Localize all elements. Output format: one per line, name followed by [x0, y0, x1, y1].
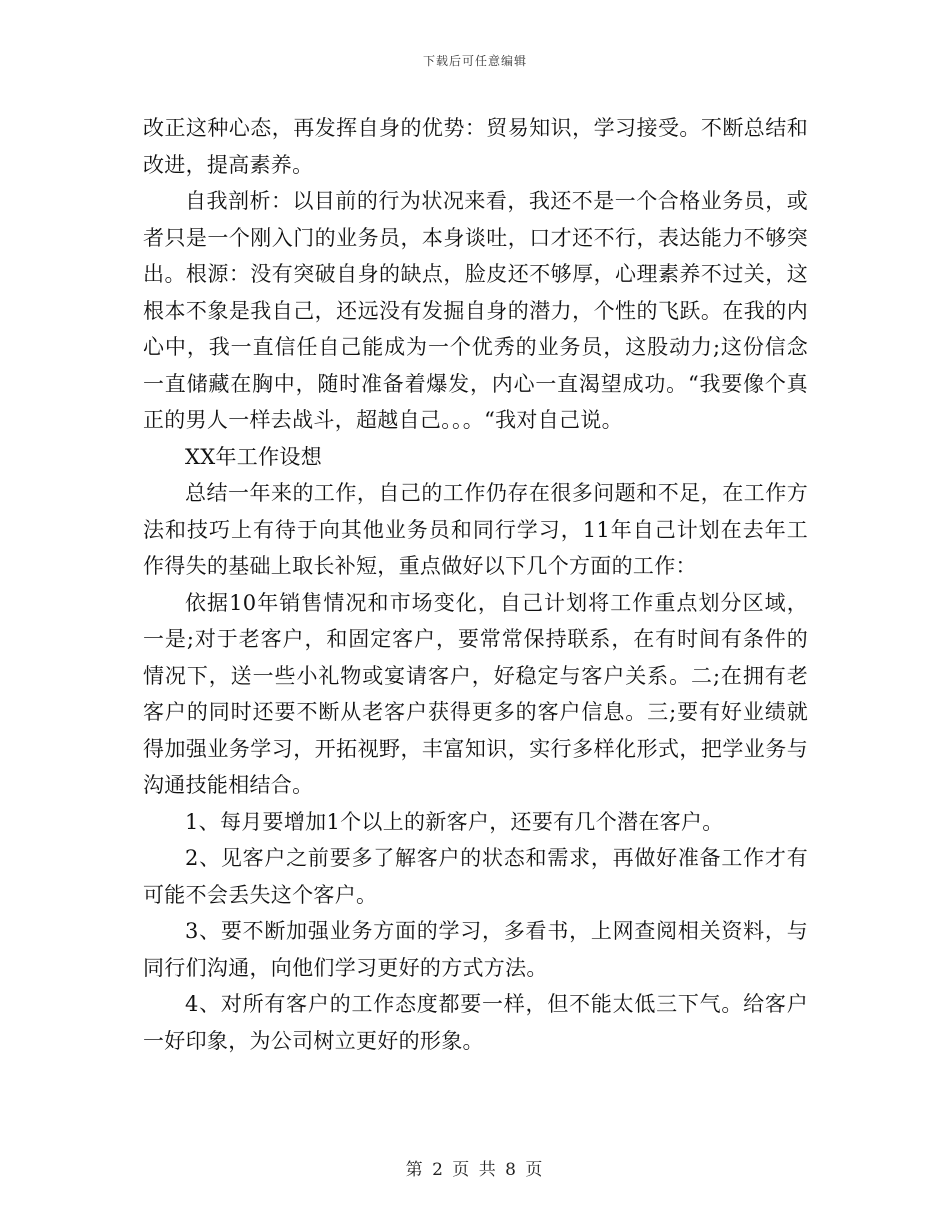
paragraph-regional-plan: 依据10年销售情况和市场变化，自己计划将工作重点划分区域，一是;对于老客户，和固定客户，要常常保持联系，在有时间有条件的情况下，送一些小礼物或宴请客户，好稳定与客户关系。二;在拥有老客户的同时还要不断从老客户获得更多的客户信息。三;要有好业绩就得加强业务学习，开拓视野，丰富知识，实行多样化形式，把学业务与沟通技能相结合。: [143, 590, 808, 797]
list-item-2: 2、见客户之前要多了解客户的状态和需求，再做好准备工作才有可能不会丢失这个客户。: [143, 846, 808, 907]
document-body: [143, 110, 808, 1059]
paragraph-summary: 总结一年来的工作，自己的工作仍存在很多问题和不足，在工作方法和技巧上有待于向其他业务员和同行学习，11年自己计划在去年工作得失的基础上取长补短，重点做好以下几个方面的工作：: [143, 481, 808, 578]
paragraph-1: 改正这种心态，再发挥自身的优势：贸易知识，学习接受。不断总结和改进，提高素养。: [143, 116, 808, 177]
list-item-1: 1、每月要增加1个以上的新客户，还要有几个潜在客户。: [185, 809, 724, 834]
page-number-footer: 第 2 页 共 8 页: [405, 1160, 545, 1180]
paragraph-self-analysis: 自我剖析：以目前的行为状况来看，我还不是一个合格业务员，或者只是一个刚入门的业务员，本身谈吐，口才还不行，表达能力不够突出。根源：没有突破自身的缺点，脸皮还不够厚，心理素养不过关，这根本不象是我自己，还远没有发掘自身的潜力，个性的飞跃。在我的内心中，我一直信任自己能成为一个优秀的业务员，这股动力;这份信念一直储藏在胸中，随时准备着爆发，内心一直渴望成功。“我要像个真正的男人一样去战斗，超越自己。。。“我对自己说。: [143, 189, 808, 432]
list-item-4: 4、对所有客户的工作态度都要一样，但不能太低三下气。给客户一好印象，为公司树立更好的形象。: [143, 992, 808, 1053]
page-header: 下载后可任意编辑: [422, 54, 527, 68]
section-heading-work-plan: XX年工作设想: [185, 444, 322, 469]
list-item-3: 3、要不断加强业务方面的学习，多看书，上网查阅相关资料，与同行们沟通，向他们学习更好的方式方法。: [143, 919, 808, 980]
